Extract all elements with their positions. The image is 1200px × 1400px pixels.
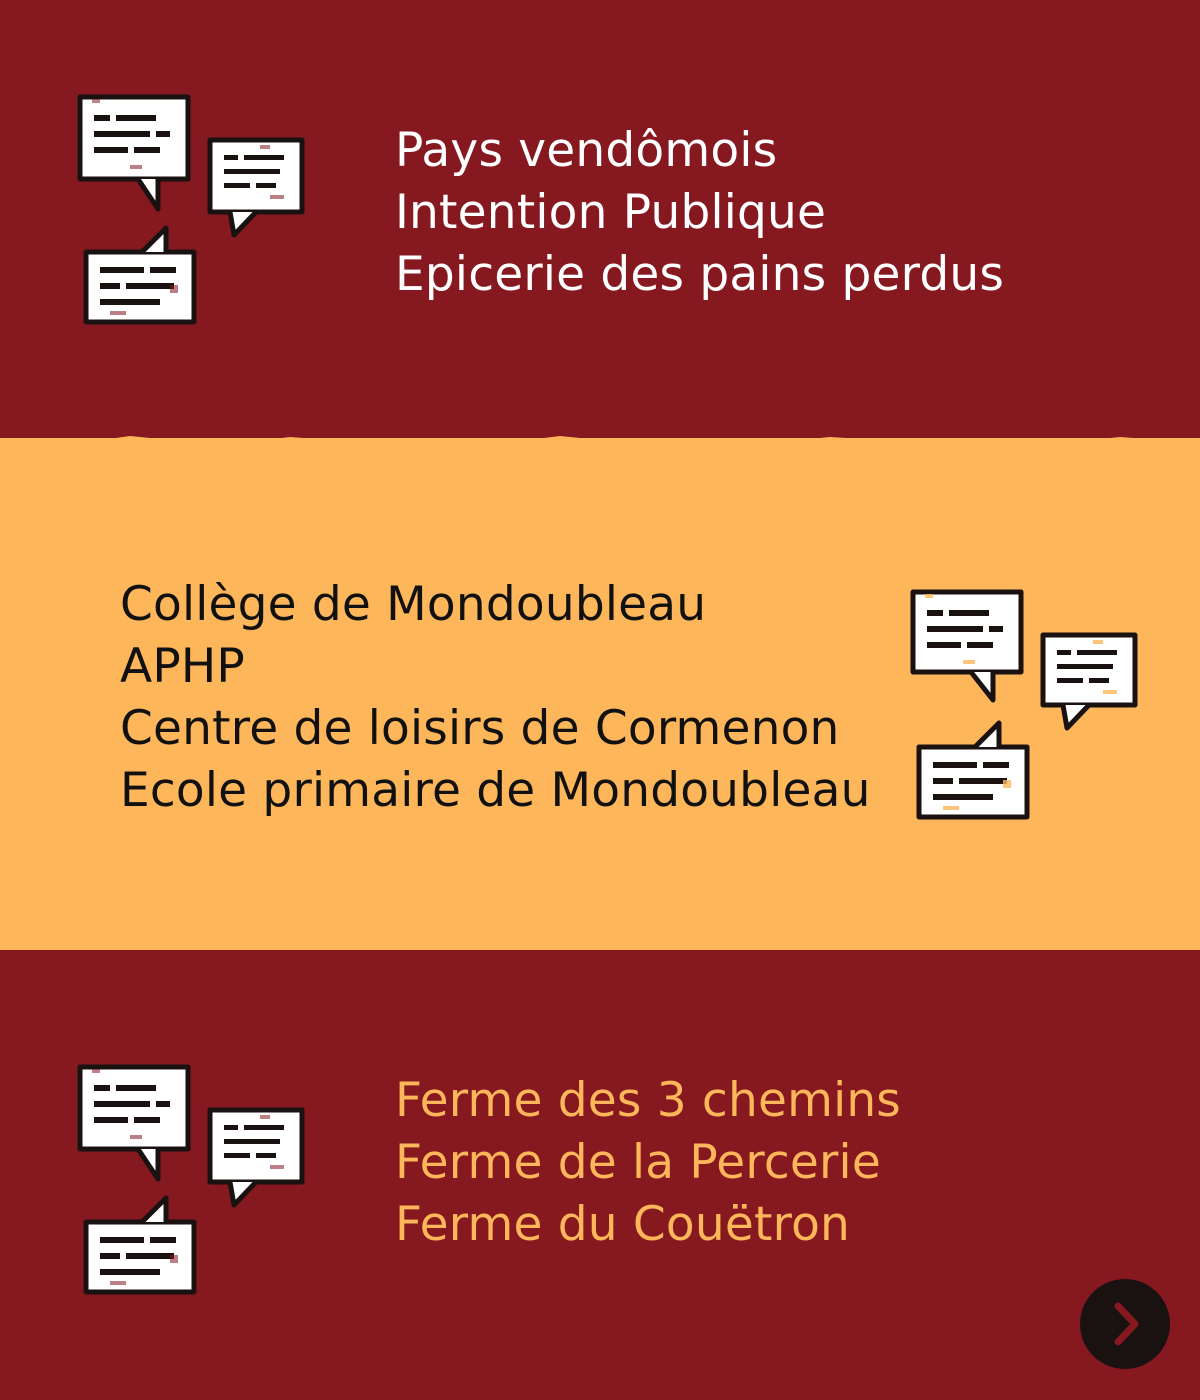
list-item: Intention Publique bbox=[395, 185, 827, 240]
chat-bubbles-icon bbox=[70, 85, 310, 350]
list-item: APHP bbox=[120, 639, 245, 694]
list-item: Pays vendômois bbox=[395, 123, 778, 178]
next-button[interactable] bbox=[1080, 1279, 1170, 1369]
partners-list-top bbox=[395, 120, 1004, 306]
list-item: Epicerie des pains perdus bbox=[395, 247, 1005, 302]
list-item: Collège de Mondoubleau bbox=[120, 577, 707, 632]
torn-edge-top bbox=[0, 430, 1200, 452]
partners-list-middle bbox=[120, 574, 871, 822]
chevron-right-icon bbox=[1080, 1279, 1170, 1369]
list-item: Ferme des 3 chemins bbox=[395, 1073, 901, 1128]
chat-bubbles-icon bbox=[905, 580, 1145, 845]
partners-list-bottom bbox=[395, 1070, 901, 1256]
list-item: Ferme de la Percerie bbox=[395, 1135, 881, 1190]
list-item: Ferme du Couëtron bbox=[395, 1197, 851, 1252]
list-item: Ecole primaire de Mondoubleau bbox=[120, 763, 871, 818]
chat-bubbles-icon bbox=[70, 1055, 310, 1320]
list-item: Centre de loisirs de Cormenon bbox=[120, 701, 840, 756]
